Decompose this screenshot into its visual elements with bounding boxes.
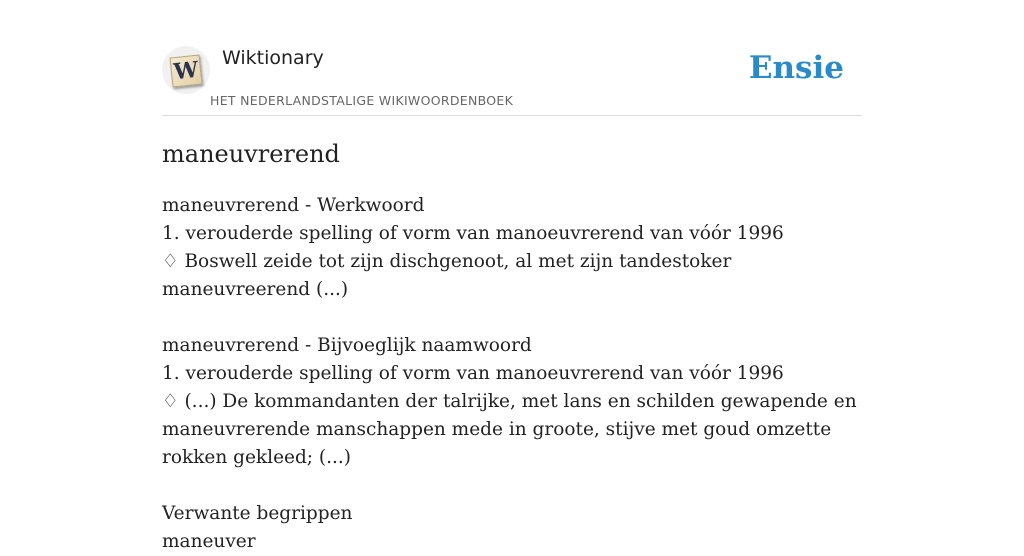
wiktionary-logo[interactable] (162, 46, 210, 94)
site-name[interactable]: Wiktionary (222, 47, 324, 69)
ensie-brand-link[interactable]: Ensie (748, 50, 844, 86)
entry-definition: 1. verouderde spelling of vorm van manoeuvrerend van vóór 1996 (162, 223, 784, 244)
wiktionary-logo-tile (170, 55, 203, 88)
site-header (162, 44, 862, 116)
related-term-link[interactable]: maneuver (162, 531, 256, 552)
entry-adjective (162, 332, 862, 472)
entry-verb (162, 192, 862, 304)
entry-divider (162, 472, 862, 500)
entry-body (162, 192, 862, 556)
related-terms-heading: Verwante begrippen (162, 503, 353, 524)
entry-divider (162, 304, 862, 332)
logo-letter: W (172, 56, 200, 86)
entry-heading: maneuvrerend - Bijvoeglijk naamwoord (162, 335, 532, 356)
related-terms-section (162, 500, 862, 556)
entry-definition: 1. verouderde spelling of vorm van manoeuvrerend van vóór 1996 (162, 363, 784, 384)
main-content (162, 138, 862, 556)
entry-example: ♢ Boswell zeide tot zijn dischgenoot, al met zijn tandestoker maneuvreerend (...) (162, 251, 732, 300)
entry-heading: maneuvrerend - Werkwoord (162, 195, 425, 216)
page-title: maneuvrerend (162, 140, 340, 168)
site-tagline: HET NEDERLANDSTALIGE WIKIWOORDENBOEK (210, 93, 514, 108)
entry-example: ♢ (...) De kommandanten der talrijke, met lans en schilden gewapende en maneuvrerende manschappen mede in groote, stijve met goud omzette rokken gekleed; (...) (162, 391, 857, 468)
